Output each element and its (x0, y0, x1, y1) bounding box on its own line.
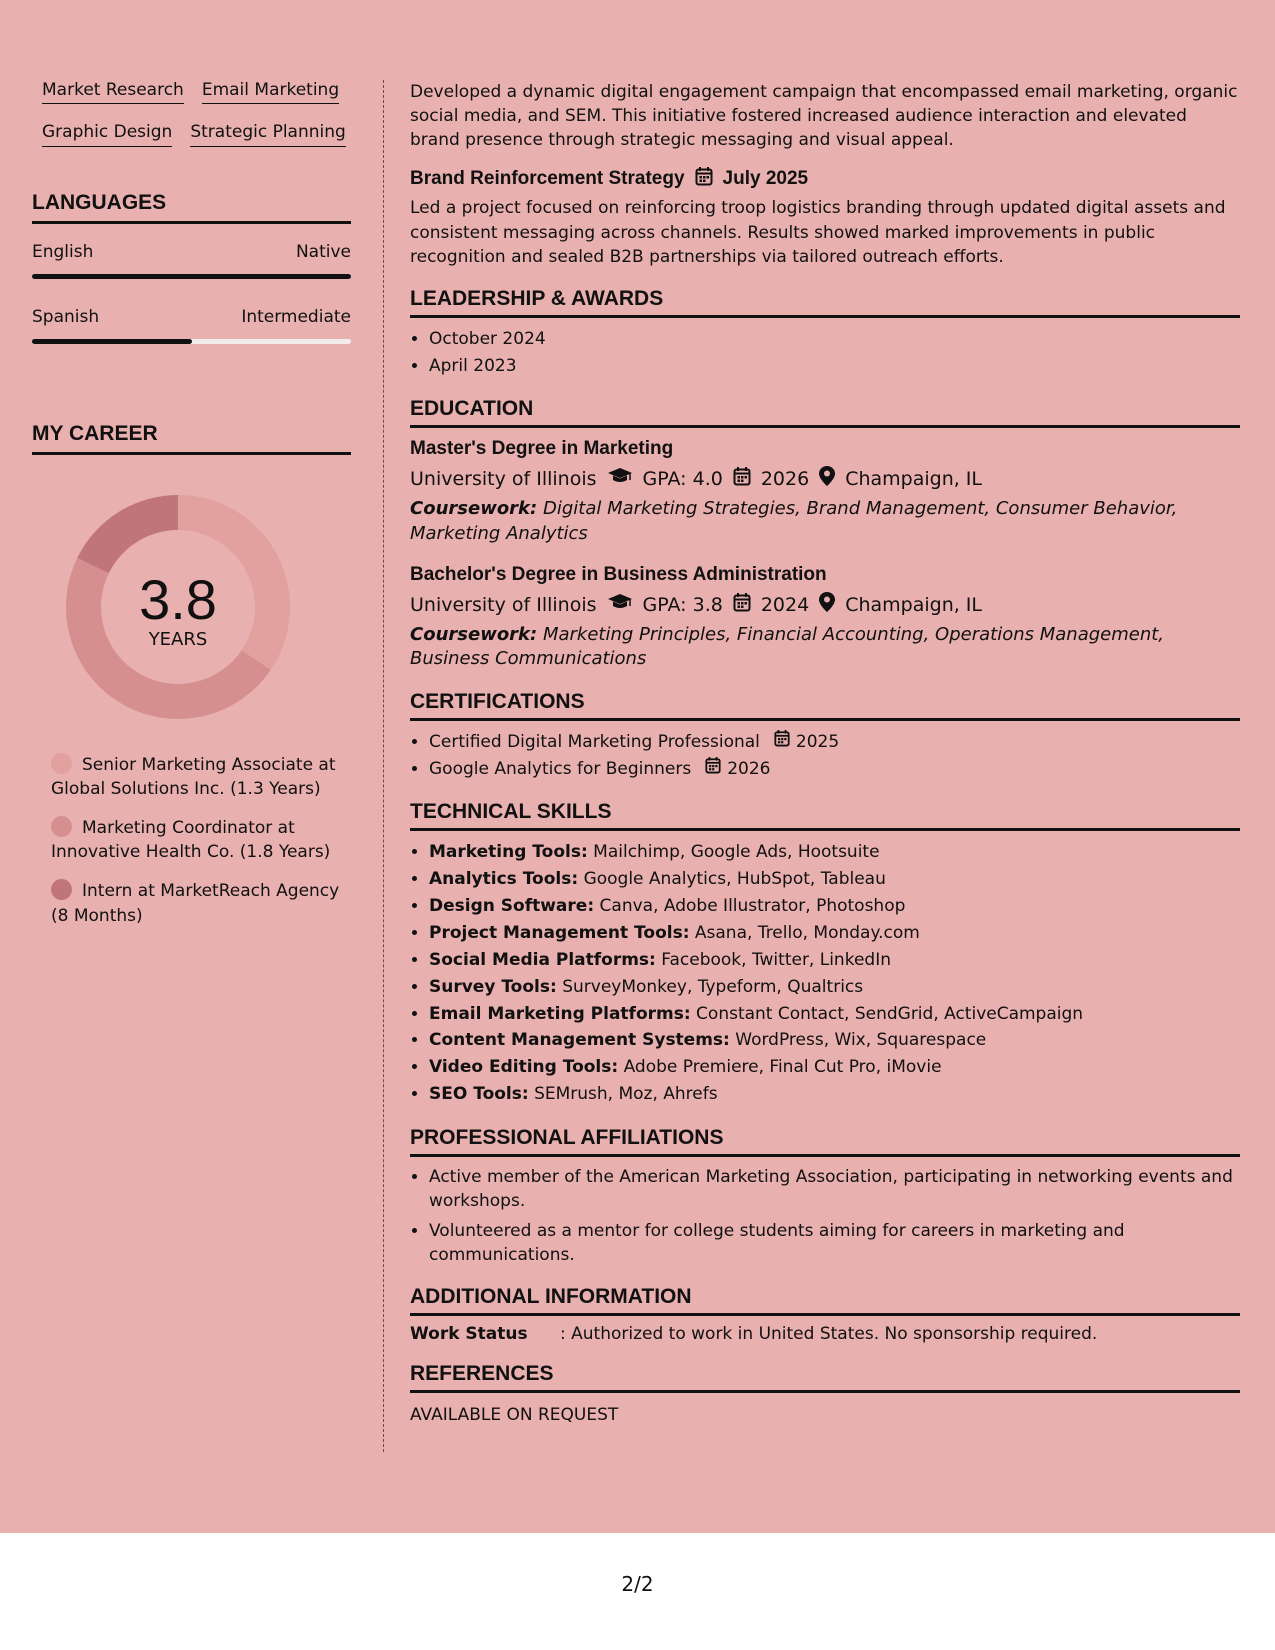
language-spanish (32, 307, 351, 344)
skill-label: Email Marketing Platforms: (429, 1003, 691, 1024)
certifications-list (410, 729, 1240, 783)
language-level: Native (295, 241, 351, 262)
skill-value: Constant Contact, SendGrid, ActiveCampaign (696, 1003, 1084, 1024)
list-item (429, 974, 1240, 1001)
list-item (429, 1001, 1240, 1028)
languages-section (32, 191, 351, 344)
calendar-icon (695, 166, 713, 192)
project-description: Led a project focused on reinforcing troop logistics branding through updated digital assets and consistent messaging across channels. Results showed marked improvements in public recognition and sealed B2B partnerships via tailored outreach efforts. (410, 198, 1226, 267)
list-item: • October 2024 (429, 326, 1240, 353)
skill-value: Canva, Adobe Illustrator, Photoshop (599, 896, 906, 917)
skill-label: Analytics Tools: (429, 869, 579, 890)
calendar-icon (774, 729, 790, 756)
legend-dot (51, 816, 72, 837)
cert-year: 2025 (795, 731, 840, 752)
certifications-title: CERTIFICATIONS (410, 690, 1240, 721)
list-item: • Volunteered as a mentor for college students aiming for careers in marketing and communications. (429, 1219, 1240, 1267)
language-name: English (32, 241, 94, 262)
graduation-year: 2026 (760, 467, 810, 490)
leadership-title: LEADERSHIP & AWARDS (410, 287, 1240, 318)
location-pin-icon (819, 592, 835, 617)
list-item (429, 893, 1240, 920)
skill-tag: Email Marketing (202, 80, 339, 104)
affiliations-list (410, 1165, 1240, 1268)
career-total: 3.8 (139, 567, 217, 631)
legend-dot (51, 753, 72, 774)
list-item (429, 839, 1240, 866)
education-item (410, 438, 1240, 546)
skill-label: Content Management Systems: (429, 1030, 730, 1051)
project-heading (410, 166, 1240, 192)
education-item (410, 564, 1240, 672)
school-location: Champaign, IL (845, 593, 983, 616)
coursework-label: Coursework: (410, 624, 538, 646)
education-title: EDUCATION (410, 397, 1240, 428)
gpa: GPA: 3.8 (642, 593, 723, 616)
affiliations-title: PROFESSIONAL AFFILIATIONS (410, 1126, 1240, 1157)
calendar-icon (733, 592, 751, 617)
coursework (410, 623, 1240, 672)
left-column (32, 80, 351, 942)
school-name: University of Illinois (410, 467, 597, 490)
page-number: 2/2 (621, 1572, 654, 1596)
skill-value: SEMrush, Moz, Ahrefs (534, 1084, 718, 1105)
skill-value: SurveyMonkey, Typeform, Qualtrics (562, 976, 864, 997)
skill-value: Adobe Premiere, Final Cut Pro, iMovie (623, 1057, 942, 1078)
graduation-cap-icon (607, 467, 633, 490)
language-level: Intermediate (241, 306, 351, 327)
list-item: • Active member of the American Marketing Association, participating in networking events and workshops. (429, 1165, 1240, 1213)
school-name: University of Illinois (410, 593, 597, 616)
skill-label: Project Management Tools: (429, 922, 690, 943)
legend-label: Senior Marketing Associate at Global Solutions Inc. (1.3 Years) (51, 754, 336, 800)
technical-skills-list (410, 839, 1240, 1108)
skill-tag: Market Research (42, 80, 184, 104)
right-column (410, 80, 1240, 1425)
skill-value: Facebook, Twitter, LinkedIn (661, 949, 891, 970)
list-item (429, 866, 1240, 893)
career-legend (32, 753, 351, 929)
school-location: Champaign, IL (845, 467, 983, 490)
skill-label: SEO Tools: (429, 1084, 529, 1105)
career-unit: YEARS (148, 628, 208, 650)
coursework-text: Marketing Principles, Financial Accounting, Operations Management, Business Communications (410, 624, 1165, 670)
skill-tags (32, 80, 351, 147)
skill-tag: Strategic Planning (190, 122, 345, 146)
skill-tag: Graphic Design (42, 122, 172, 146)
references-title: REFERENCES (410, 1362, 1240, 1393)
degree-title: Bachelor's Degree in Business Administration (410, 564, 827, 586)
career-title: MY CAREER (32, 422, 351, 455)
list-item (429, 1081, 1240, 1108)
cert-year: 2026 (727, 758, 771, 779)
list-item (429, 1027, 1240, 1054)
graduation-year: 2024 (760, 593, 810, 616)
legend-label: Intern at MarketReach Agency (8 Months) (51, 881, 340, 926)
language-bar-fill (32, 339, 192, 344)
legend-item (51, 816, 341, 865)
skill-label: Survey Tools: (429, 976, 557, 997)
project-intro: Developed a dynamic digital engagement campaign that encompassed email marketing, organic social media, and SEM. This initiative fostered increased audience interaction and elevated brand presence through strategic messaging and visual appeal. (410, 82, 1238, 151)
coursework-label: Coursework: (410, 498, 538, 520)
additional-info-title: ADDITIONAL INFORMATION (410, 1285, 1240, 1316)
list-item (429, 729, 1240, 756)
skill-label: Marketing Tools: (429, 842, 588, 863)
language-name: Spanish (32, 306, 100, 327)
legend-item (51, 879, 341, 928)
career-donut-chart (66, 495, 290, 719)
skill-label: Video Editing Tools: (429, 1057, 619, 1078)
cert-name: • Google Analytics for Beginners (429, 758, 692, 779)
skill-value: WordPress, Wix, Squarespace (735, 1030, 987, 1051)
project-title: Brand Reinforcement Strategy (410, 168, 685, 190)
leadership-list (410, 326, 1240, 380)
donut-segment-2 (77, 495, 178, 573)
calendar-icon (705, 756, 721, 783)
legend-label: Marketing Coordinator at Innovative Health Co. (1.8 Years) (51, 817, 331, 863)
language-english (32, 242, 351, 279)
skill-label: Social Media Platforms: (429, 949, 656, 970)
work-status-row (410, 1324, 1240, 1344)
coursework-text: Digital Marketing Strategies, Brand Management, Consumer Behavior, Marketing Analytics (410, 498, 1178, 544)
graduation-cap-icon (607, 593, 633, 616)
project-date: July 2025 (722, 168, 809, 190)
career-section (32, 422, 351, 929)
education-meta (410, 592, 1240, 617)
legend-item (51, 753, 341, 802)
list-item (429, 920, 1240, 947)
cert-name: • Certified Digital Marketing Professional (429, 731, 760, 752)
skill-value: Asana, Trello, Monday.com (694, 922, 920, 943)
language-bar-fill (32, 274, 351, 279)
list-item (429, 756, 1240, 783)
location-pin-icon (819, 466, 835, 491)
language-bar (32, 339, 351, 344)
legend-dot (51, 879, 72, 900)
references-text: AVAILABLE ON REQUEST (410, 1405, 619, 1426)
language-bar (32, 274, 351, 279)
work-status-label: Work Status (410, 1324, 528, 1345)
education-meta (410, 466, 1240, 491)
calendar-icon (733, 466, 751, 491)
degree-title: Master's Degree in Marketing (410, 438, 674, 460)
column-divider (383, 80, 384, 1452)
coursework (410, 497, 1240, 546)
skill-value: Google Analytics, HubSpot, Tableau (583, 869, 886, 890)
languages-title: LANGUAGES (32, 191, 351, 224)
gpa: GPA: 4.0 (642, 467, 723, 490)
list-item: • April 2023 (429, 353, 1240, 380)
work-status-value: : Authorized to work in United States. No sponsorship required. (560, 1324, 1098, 1345)
skill-value: Mailchimp, Google Ads, Hootsuite (593, 842, 880, 863)
list-item (429, 1054, 1240, 1081)
skill-label: Design Software: (429, 896, 595, 917)
technical-skills-title: TECHNICAL SKILLS (410, 800, 1240, 831)
list-item (429, 947, 1240, 974)
